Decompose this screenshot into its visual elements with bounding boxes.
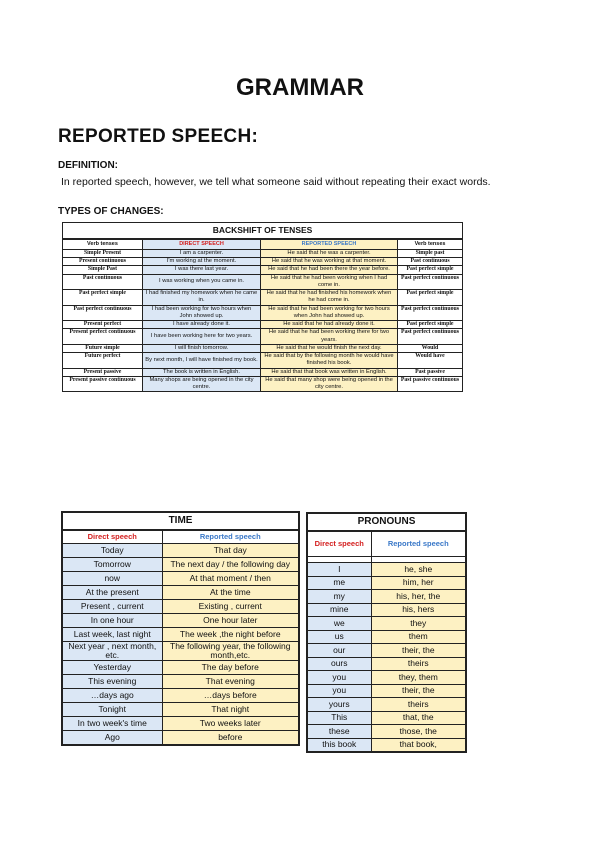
section-title: REPORTED SPEECH: (58, 126, 259, 147)
time-caption: TIME (62, 512, 299, 530)
pronoun-reported-cell: him, her (371, 576, 466, 590)
table-row (63, 290, 463, 305)
verb-tense-cell: Present passive continuous (63, 376, 143, 391)
time-direct-cell: Tomorrow (62, 558, 162, 572)
pronoun-reported-cell: he, she (371, 563, 466, 577)
backshift-caption: BACKSHIFT OF TENSES (63, 223, 463, 240)
time-reported-cell: That evening (162, 674, 299, 688)
verb-tense-cell: Simple Past (63, 266, 143, 274)
definition-text: In reported speech, however, we tell what someone said without repeating their exact words. (61, 176, 491, 188)
table-row (307, 576, 466, 590)
reported-speech-cell: He said that he had been there the year before. (261, 266, 398, 274)
table-row (63, 353, 463, 368)
pronoun-reported-cell: his, her, the (371, 590, 466, 604)
pronoun-reported-cell: they, them (371, 671, 466, 685)
reported-speech-cell: He said that he would finish the next day. (261, 344, 398, 352)
table-row (307, 617, 466, 631)
header-verb-tenses-result: Verb tenses (398, 239, 463, 250)
backshift-table (62, 222, 463, 392)
pronouns-caption: PRONOUNS (307, 513, 466, 531)
pronoun-direct-cell: me (307, 576, 371, 590)
time-reported-cell: The day before (162, 660, 299, 674)
pronoun-reported-cell: them (371, 630, 466, 644)
direct-speech-cell: I was working when you came in. (143, 274, 261, 289)
reported-speech-cell: He said that he had finished his homework when he had come in. (261, 290, 398, 305)
result-tense-cell: Would have (398, 353, 463, 368)
direct-speech-cell: I'm working at the moment. (143, 258, 261, 266)
time-direct-cell: Today (62, 544, 162, 558)
pronoun-direct-cell: mine (307, 603, 371, 617)
types-heading: TYPES OF CHANGES: (58, 206, 164, 217)
direct-speech-cell: I have already done it. (143, 321, 261, 329)
table-row (62, 614, 299, 628)
pronoun-direct-cell: we (307, 617, 371, 631)
pronouns-header-reported: Reported speech (371, 531, 466, 557)
verb-tense-cell: Present perfect (63, 321, 143, 329)
time-direct-cell: This evening (62, 674, 162, 688)
time-reported-cell: The next day / the following day (162, 558, 299, 572)
table-row (62, 586, 299, 600)
table-row (62, 660, 299, 674)
direct-speech-cell: I will finish tomorrow. (143, 344, 261, 352)
table-row (307, 725, 466, 739)
pronoun-direct-cell: you (307, 684, 371, 698)
table-row (307, 590, 466, 604)
header-direct-speech: DIRECT SPEECH (143, 239, 261, 250)
result-tense-cell: Past perfect simple (398, 321, 463, 329)
pronoun-direct-cell: our (307, 644, 371, 658)
table-row (62, 558, 299, 572)
table-row (62, 702, 299, 716)
direct-speech-cell: I am a carpenter. (143, 250, 261, 258)
header-verb-tenses: Verb tenses (63, 239, 143, 250)
table-row (62, 642, 299, 661)
time-direct-cell: Last week, last night (62, 628, 162, 642)
table-row (307, 563, 466, 577)
time-direct-cell: Ago (62, 730, 162, 745)
time-header-direct: Direct speech (62, 530, 162, 544)
table-row (307, 603, 466, 617)
time-reported-cell: Two weeks later (162, 716, 299, 730)
time-reported-cell: before (162, 730, 299, 745)
definition-heading: DEFINITION: (58, 160, 118, 171)
pronoun-direct-cell: This (307, 711, 371, 725)
reported-speech-cell: He said that he had been working there for two years. (261, 329, 398, 344)
pronoun-direct-cell: these (307, 725, 371, 739)
table-row (307, 684, 466, 698)
time-reported-cell: At the time (162, 586, 299, 600)
table-row (307, 630, 466, 644)
table-row (63, 368, 463, 376)
time-direct-cell: now (62, 572, 162, 586)
pronouns-header-direct: Direct speech (307, 531, 371, 557)
table-row (307, 738, 466, 752)
reported-speech-cell: He said that many shop were being opened in the city centre. (261, 376, 398, 391)
result-tense-cell: Past passive continuous (398, 376, 463, 391)
pronoun-reported-cell: theirs (371, 657, 466, 671)
time-direct-cell: Tonight (62, 702, 162, 716)
page-title: GRAMMAR (236, 74, 364, 101)
pronoun-direct-cell: us (307, 630, 371, 644)
time-reported-cell: The week ,the night before (162, 628, 299, 642)
table-row (63, 329, 463, 344)
time-direct-cell: Present , current (62, 600, 162, 614)
result-tense-cell: Past perfect continuous (398, 274, 463, 289)
pronoun-direct-cell: yours (307, 698, 371, 712)
time-reported-cell: Existing , current (162, 600, 299, 614)
direct-speech-cell: I was there last year. (143, 266, 261, 274)
table-row (63, 274, 463, 289)
verb-tense-cell: Past perfect continuous (63, 305, 143, 320)
pronoun-reported-cell: their, the (371, 684, 466, 698)
table-row (63, 250, 463, 258)
time-direct-cell: Yesterday (62, 660, 162, 674)
table-row (62, 544, 299, 558)
table-row (62, 688, 299, 702)
direct-speech-cell: The book is written in English. (143, 368, 261, 376)
table-row (63, 258, 463, 266)
time-reported-cell: That day (162, 544, 299, 558)
result-tense-cell: Past perfect simple (398, 266, 463, 274)
reported-speech-cell: He said that he was working at that moment. (261, 258, 398, 266)
verb-tense-cell: Past perfect simple (63, 290, 143, 305)
reported-speech-cell: He said that he had been working when I had come in. (261, 274, 398, 289)
pronoun-reported-cell: those, the (371, 725, 466, 739)
direct-speech-cell: Many shops are being opened in the city centre. (143, 376, 261, 391)
table-row (62, 730, 299, 745)
table-row (307, 698, 466, 712)
direct-speech-cell: I had finished my homework when he came in. (143, 290, 261, 305)
time-reported-cell: At that moment / then (162, 572, 299, 586)
pronoun-reported-cell: theirs (371, 698, 466, 712)
reported-speech-cell: He said that he had already done it. (261, 321, 398, 329)
time-direct-cell: In two week's time (62, 716, 162, 730)
result-tense-cell: Past perfect continuous (398, 305, 463, 320)
result-tense-cell: Past perfect continuous (398, 329, 463, 344)
pronoun-reported-cell: that book, (371, 738, 466, 752)
table-row (307, 657, 466, 671)
time-reported-cell: The following year, the following month,etc. (162, 642, 299, 661)
pronoun-direct-cell: I (307, 563, 371, 577)
verb-tense-cell: Future perfect (63, 353, 143, 368)
time-direct-cell: In one hour (62, 614, 162, 628)
verb-tense-cell: Present continuous (63, 258, 143, 266)
table-row (62, 628, 299, 642)
reported-speech-cell: He said that he had been working for two hours when John had showed up. (261, 305, 398, 320)
reported-speech-cell: He said that he was a carpenter. (261, 250, 398, 258)
time-direct-cell: At the present (62, 586, 162, 600)
time-header-reported: Reported speech (162, 530, 299, 544)
table-row (63, 376, 463, 391)
time-reported-cell: …days before (162, 688, 299, 702)
result-tense-cell: Past continuous (398, 258, 463, 266)
verb-tense-cell: Future simple (63, 344, 143, 352)
table-row (307, 671, 466, 685)
header-reported-speech: REPORTED SPEECH (261, 239, 398, 250)
direct-speech-cell: By next month, I will have finished my book. (143, 353, 261, 368)
direct-speech-cell: I had been working for two hours when John showed up. (143, 305, 261, 320)
pronoun-reported-cell: their, the (371, 644, 466, 658)
pronoun-reported-cell: his, hers (371, 603, 466, 617)
direct-speech-cell: I have been working here for two years. (143, 329, 261, 344)
pronoun-direct-cell: my (307, 590, 371, 604)
result-tense-cell: Past perfect simple (398, 290, 463, 305)
pronoun-reported-cell: they (371, 617, 466, 631)
pronouns-table (306, 512, 467, 753)
time-reported-cell: That night (162, 702, 299, 716)
verb-tense-cell: Simple Present (63, 250, 143, 258)
table-row (63, 344, 463, 352)
time-direct-cell: Next year , next month, etc. (62, 642, 162, 661)
pronoun-direct-cell: you (307, 671, 371, 685)
table-row (62, 572, 299, 586)
pronoun-reported-cell: that, the (371, 711, 466, 725)
table-row (63, 305, 463, 320)
verb-tense-cell: Past continuous (63, 274, 143, 289)
table-row (307, 711, 466, 725)
time-reported-cell: One hour later (162, 614, 299, 628)
table-row (62, 600, 299, 614)
pronoun-direct-cell: this book (307, 738, 371, 752)
verb-tense-cell: Present passive (63, 368, 143, 376)
table-row (62, 674, 299, 688)
table-row (307, 644, 466, 658)
verb-tense-cell: Present perfect continuous (63, 329, 143, 344)
result-tense-cell: Would (398, 344, 463, 352)
result-tense-cell: Past passive (398, 368, 463, 376)
result-tense-cell: Simple past (398, 250, 463, 258)
table-row (63, 321, 463, 329)
table-row (63, 266, 463, 274)
time-table (61, 511, 300, 746)
reported-speech-cell: He said that by the following month he would have finished his book. (261, 353, 398, 368)
reported-speech-cell: He said that that book was written in English. (261, 368, 398, 376)
pronoun-direct-cell: ours (307, 657, 371, 671)
table-row (62, 716, 299, 730)
time-direct-cell: …days ago (62, 688, 162, 702)
